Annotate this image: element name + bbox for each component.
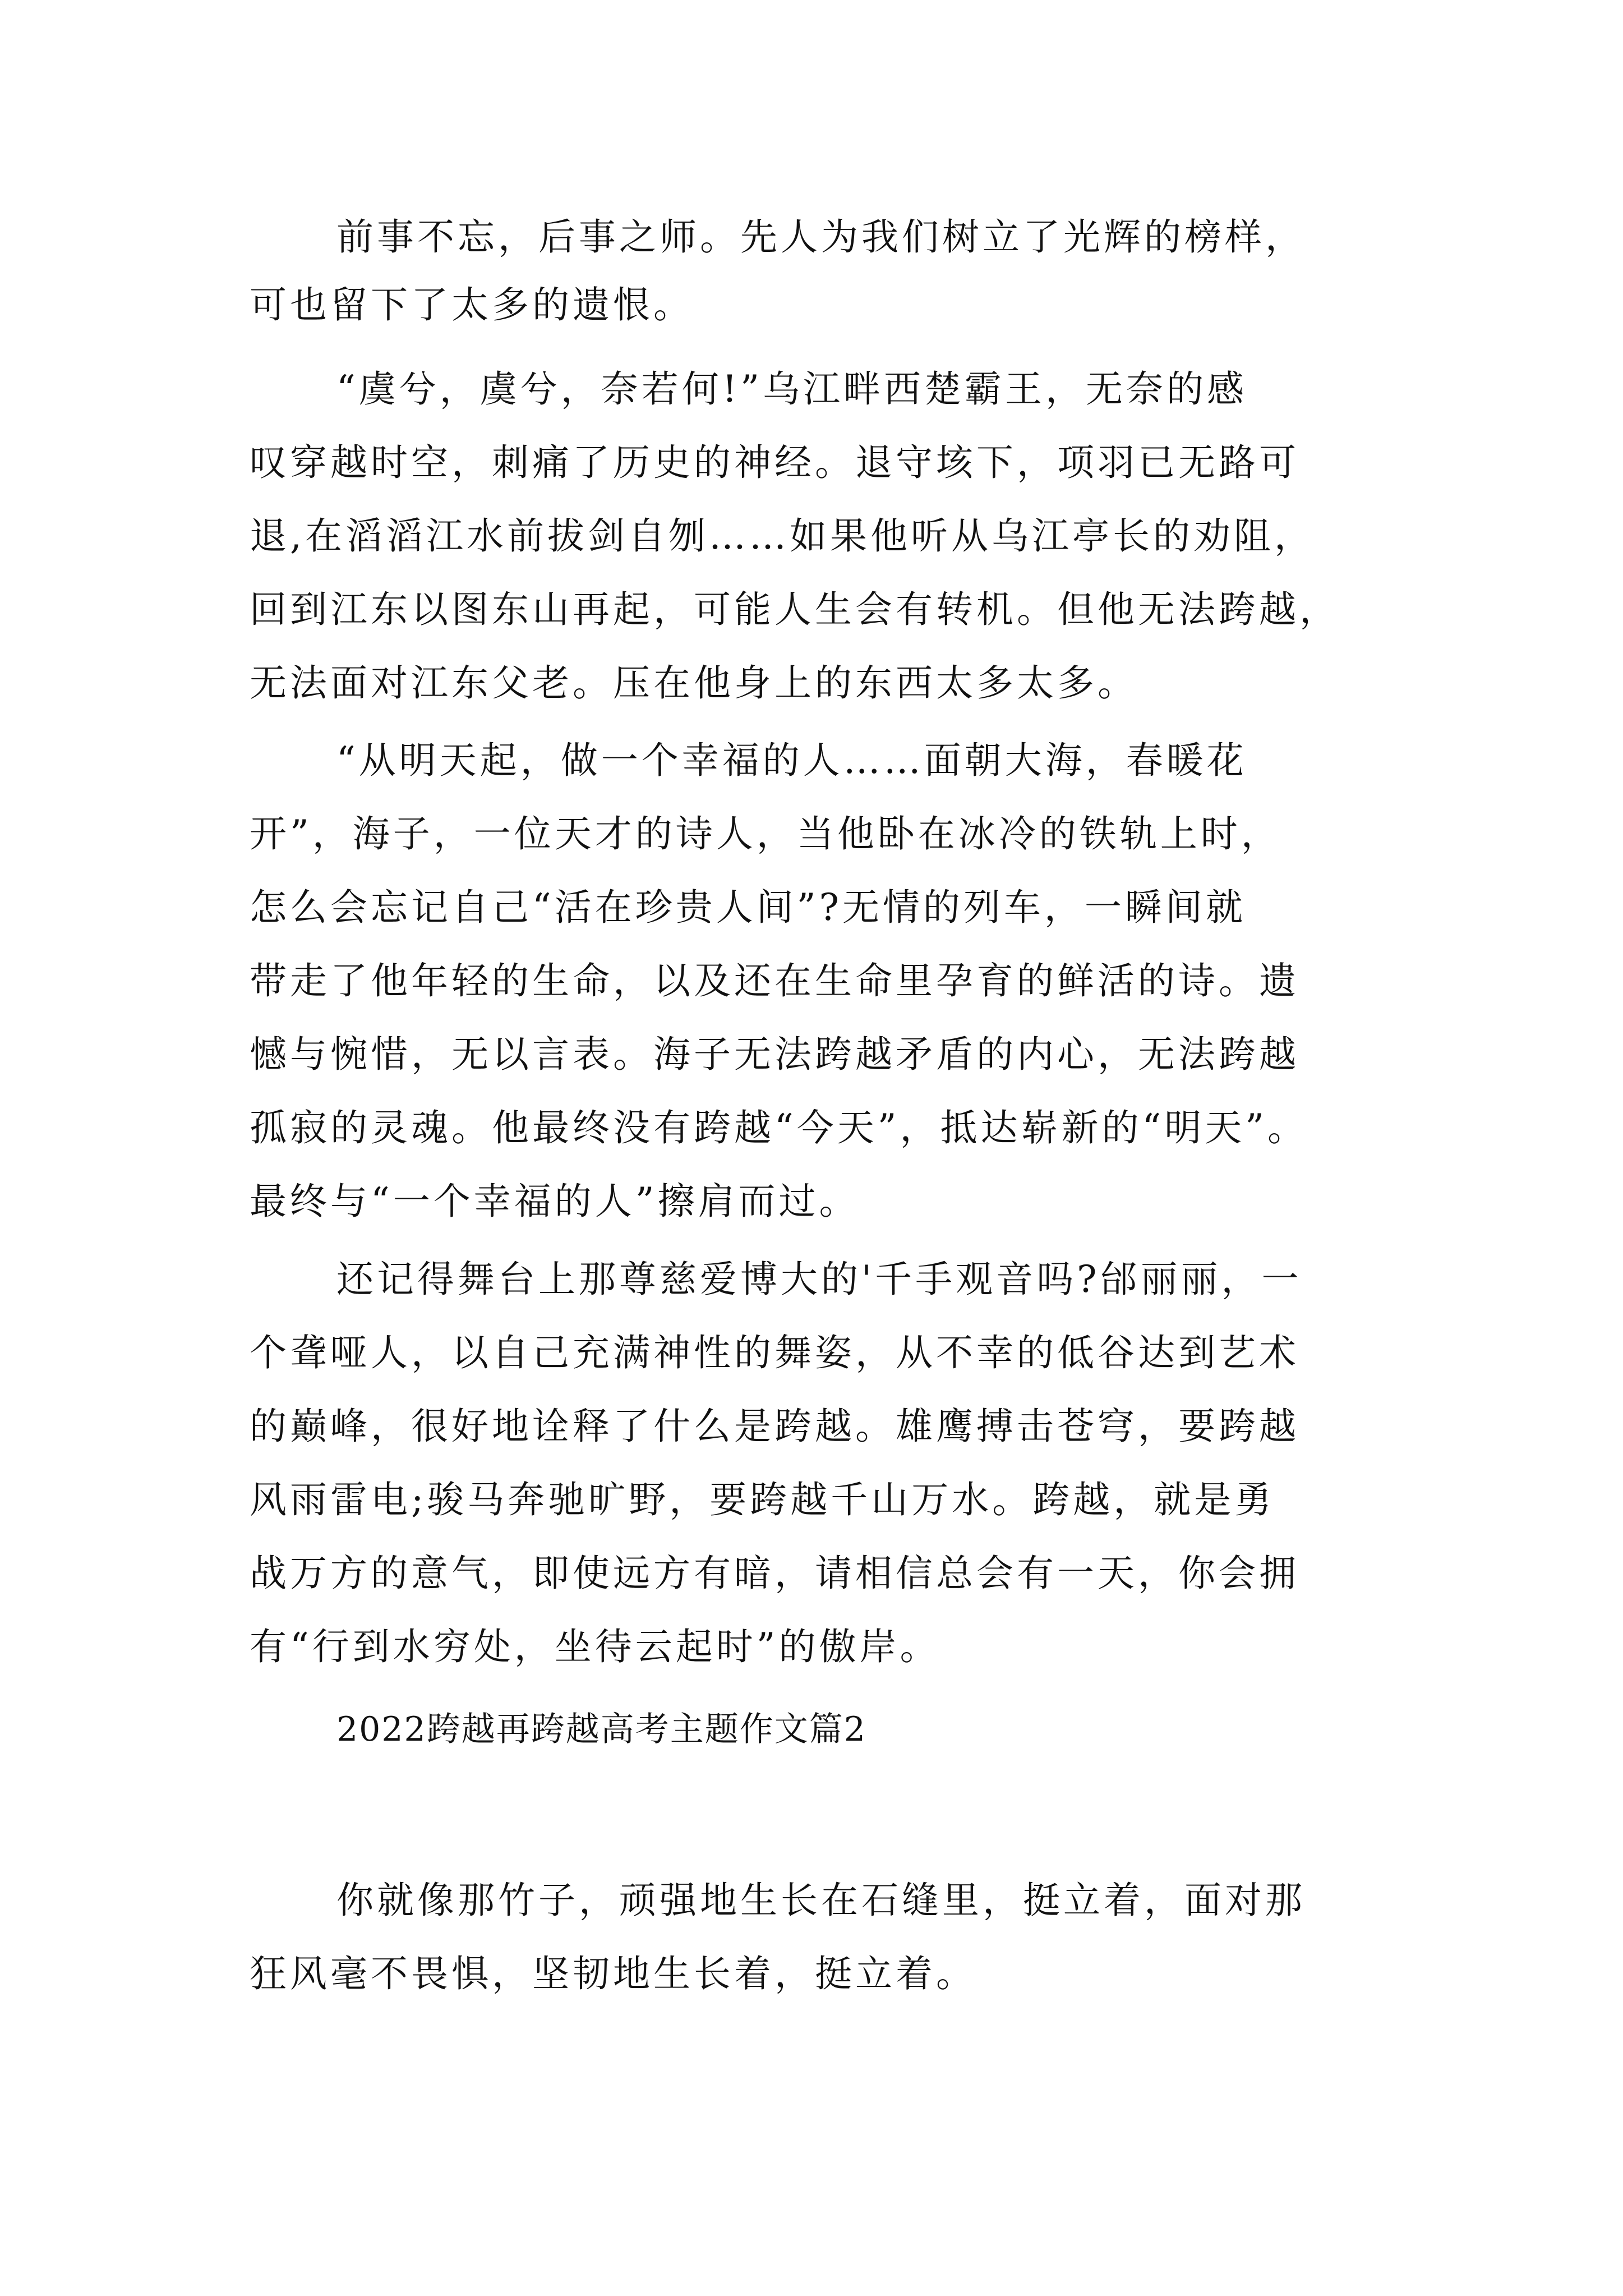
paragraph-1-line-2: 可也留下了太多的遗恨。 <box>250 283 694 326</box>
paragraph-2-line-4: 回到江东以图东山再起，可能人生会有转机。但他无法跨越， <box>250 588 1340 631</box>
paragraph-4-line-1: 还记得舞台上那尊慈爱博大的'千手观音吗?邰丽丽，一 <box>336 1258 1302 1301</box>
paragraph-3-line-3: 怎么会忘记自己“活在珍贵人间”?无情的列车，一瞬间就 <box>250 886 1246 929</box>
paragraph-2-line-5: 无法面对江东父老。压在他身上的东西太多太多。 <box>250 661 1138 705</box>
paragraph-3-line-1: “从明天起，做一个幸福的人……面朝大海，春暖花 <box>336 739 1247 782</box>
paragraph-3-line-6: 孤寂的灵魂。他最终没有跨越“今天”，抵达崭新的“明天”。 <box>250 1106 1308 1149</box>
paragraph-3-line-5: 憾与惋惜，无以言表。海子无法跨越矛盾的内心，无法跨越 <box>250 1033 1299 1076</box>
paragraph-3-line-2: 开”，海子，一位天才的诗人，当他卧在冰冷的铁轨上时， <box>250 812 1281 855</box>
paragraph-4-line-5: 战万方的意气，即使远方有暗，请相信总会有一天，你会拥 <box>250 1552 1299 1595</box>
paragraph-5-line-1: 你就像那竹子，顽强地生长在石缝里，挺立着，面对那 <box>336 1879 1306 1922</box>
paragraph-2-line-3: 退,在滔滔江水前拔剑自刎……如果他听从乌江亭长的劝阻， <box>250 514 1315 558</box>
paragraph-4-line-4: 风雨雷电;骏马奔驰旷野，要跨越千山万水。跨越，就是勇 <box>250 1478 1275 1521</box>
paragraph-3-line-7: 最终与“一个幸福的人”擦肩而过。 <box>250 1180 860 1223</box>
paragraph-3-line-4: 带走了他年轻的生命，以及还在生命里孕育的鲜活的诗。遗 <box>250 959 1299 1002</box>
paragraph-4-line-3: 的巅峰，很好地诠释了什么是跨越。雄鹰搏击苍穹，要跨越 <box>250 1405 1299 1448</box>
section-heading: 2022跨越再跨越高考主题作文篇2 <box>336 1710 866 1749</box>
paragraph-2-line-2: 叹穿越时空，刺痛了历史的神经。退守垓下，项羽已无路可 <box>250 441 1299 484</box>
paragraph-2-line-1: “虞兮，虞兮，奈若何!”乌江畔西楚霸王，无奈的感 <box>336 367 1248 411</box>
paragraph-1-line-1: 前事不忘，后事之师。先人为我们树立了光辉的榜样， <box>336 215 1306 259</box>
paragraph-4-line-6: 有“行到水穷处，坐待云起时”的傲岸。 <box>250 1625 940 1668</box>
paragraph-4-line-2: 个聋哑人，以自己充满神性的舞姿，从不幸的低谷达到艺术 <box>250 1331 1299 1374</box>
paragraph-5-line-2: 狂风毫不畏惧，坚韧地生长着，挺立着。 <box>250 1952 976 1995</box>
